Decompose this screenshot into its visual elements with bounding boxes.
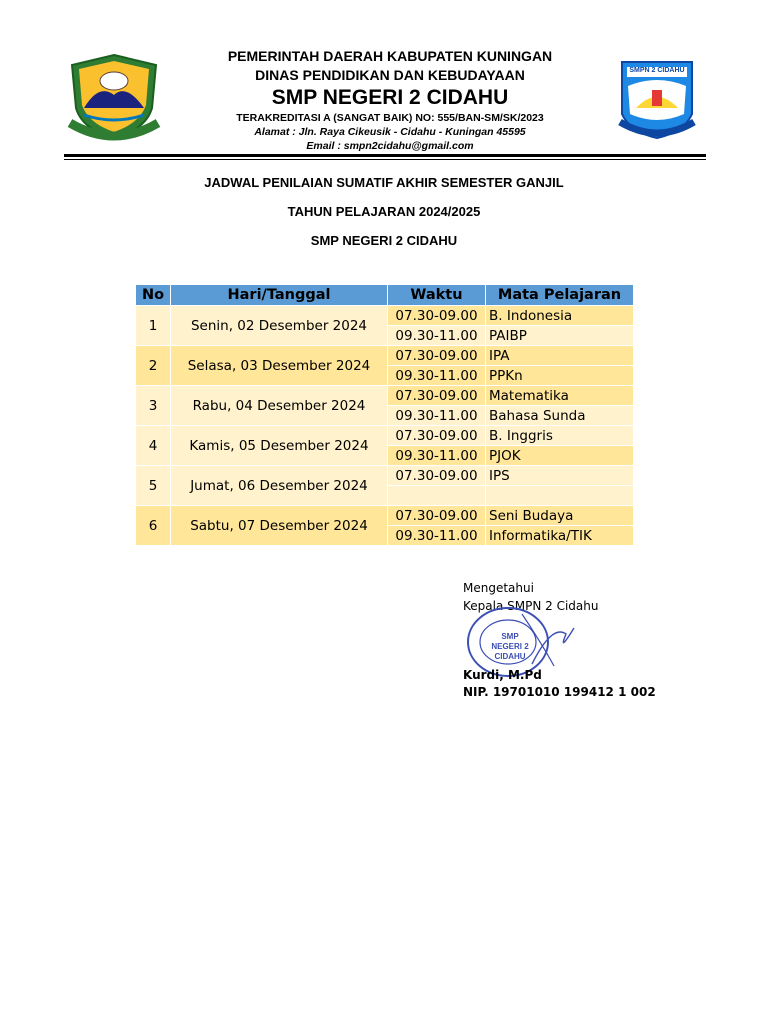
address: Alamat : Jln. Raya Cikeusik - Cidahu - Kuningan 45595 bbox=[254, 126, 526, 138]
row-date: Rabu, 04 Desember 2024 bbox=[171, 386, 388, 426]
row-subject bbox=[486, 486, 634, 506]
row-time: 09.30-11.00 bbox=[388, 326, 486, 346]
row-time: 09.30-11.00 bbox=[388, 446, 486, 466]
stamp-label: SMP NEGERI 2 CIDAHU bbox=[491, 632, 529, 661]
table-row bbox=[136, 506, 634, 526]
table-row bbox=[136, 426, 634, 446]
row-time bbox=[388, 486, 486, 506]
row-subject: PJOK bbox=[486, 446, 634, 466]
header-day-date: Hari/Tanggal bbox=[171, 285, 388, 306]
letterhead-rule-thick bbox=[64, 154, 706, 157]
row-time: 07.30-09.00 bbox=[388, 426, 486, 446]
row-subject: Informatika/TIK bbox=[486, 526, 634, 546]
email: Email : smpn2cidahu@gmail.com bbox=[306, 140, 474, 152]
row-time: 09.30-11.00 bbox=[388, 366, 486, 386]
row-time: 07.30-09.00 bbox=[388, 346, 486, 366]
table-row bbox=[136, 386, 634, 406]
school-logo-label: SMPN 2 CIDAHU bbox=[629, 67, 685, 74]
table-row bbox=[136, 346, 634, 366]
letterhead-rule-thin bbox=[64, 159, 706, 160]
row-date: Sabtu, 07 Desember 2024 bbox=[171, 506, 388, 546]
row-date: Kamis, 05 Desember 2024 bbox=[171, 426, 388, 466]
header-subject: Mata Pelajaran bbox=[486, 285, 634, 306]
row-no: 3 bbox=[136, 386, 171, 426]
row-subject: PAIBP bbox=[486, 326, 634, 346]
row-no: 6 bbox=[136, 506, 171, 546]
table-row bbox=[136, 306, 634, 326]
row-subject: B. Indonesia bbox=[486, 306, 634, 326]
table-header-row bbox=[136, 285, 634, 306]
row-subject: PPKn bbox=[486, 366, 634, 386]
row-no: 4 bbox=[136, 426, 171, 466]
school-name: SMP NEGERI 2 CIDAHU bbox=[271, 86, 509, 109]
header-no: No bbox=[136, 285, 171, 306]
principal-name: Kurdi, M.Pd bbox=[463, 668, 542, 682]
row-date: Senin, 02 Desember 2024 bbox=[171, 306, 388, 346]
row-subject: Seni Budaya bbox=[486, 506, 634, 526]
row-date: Selasa, 03 Desember 2024 bbox=[171, 346, 388, 386]
row-subject: Matematika bbox=[486, 386, 634, 406]
row-time: 07.30-09.00 bbox=[388, 466, 486, 486]
row-time: 07.30-09.00 bbox=[388, 386, 486, 406]
government-name: PEMERINTAH DAERAH KABUPATEN KUNINGAN bbox=[227, 48, 553, 64]
document-title: JADWAL PENILAIAN SUMATIF AKHIR SEMESTER GANJIL bbox=[204, 175, 564, 190]
row-no: 2 bbox=[136, 346, 171, 386]
row-subject: B. Inggris bbox=[486, 426, 634, 446]
school-subtitle: SMP NEGERI 2 CIDAHU bbox=[310, 233, 458, 248]
row-no: 5 bbox=[136, 466, 171, 506]
exam-schedule-table bbox=[135, 284, 634, 546]
row-time: 07.30-09.00 bbox=[388, 506, 486, 526]
row-time: 09.30-11.00 bbox=[388, 406, 486, 426]
row-time: 07.30-09.00 bbox=[388, 306, 486, 326]
acknowledge-label: Mengetahui bbox=[463, 581, 534, 595]
row-no: 1 bbox=[136, 306, 171, 346]
row-date: Jumat, 06 Desember 2024 bbox=[171, 466, 388, 506]
row-time: 09.30-11.00 bbox=[388, 526, 486, 546]
accreditation: TERAKREDITASI A (SANGAT BAIK) NO: 555/BAN-SM/SK/2023 bbox=[236, 112, 544, 124]
row-subject: IPS bbox=[486, 466, 634, 486]
row-subject: IPA bbox=[486, 346, 634, 366]
department-name: DINAS PENDIDIKAN DAN KEBUDAYAAN bbox=[255, 67, 525, 83]
kuningan-regency-logo bbox=[64, 53, 164, 143]
header-time: Waktu bbox=[388, 285, 486, 306]
academic-year: TAHUN PELAJARAN 2024/2025 bbox=[287, 204, 481, 219]
principal-nip: NIP. 19701010 199412 1 002 bbox=[463, 685, 656, 699]
row-subject: Bahasa Sunda bbox=[486, 406, 634, 426]
principal-position: Kepala SMPN 2 Cidahu bbox=[463, 599, 599, 613]
table-row bbox=[136, 466, 634, 486]
